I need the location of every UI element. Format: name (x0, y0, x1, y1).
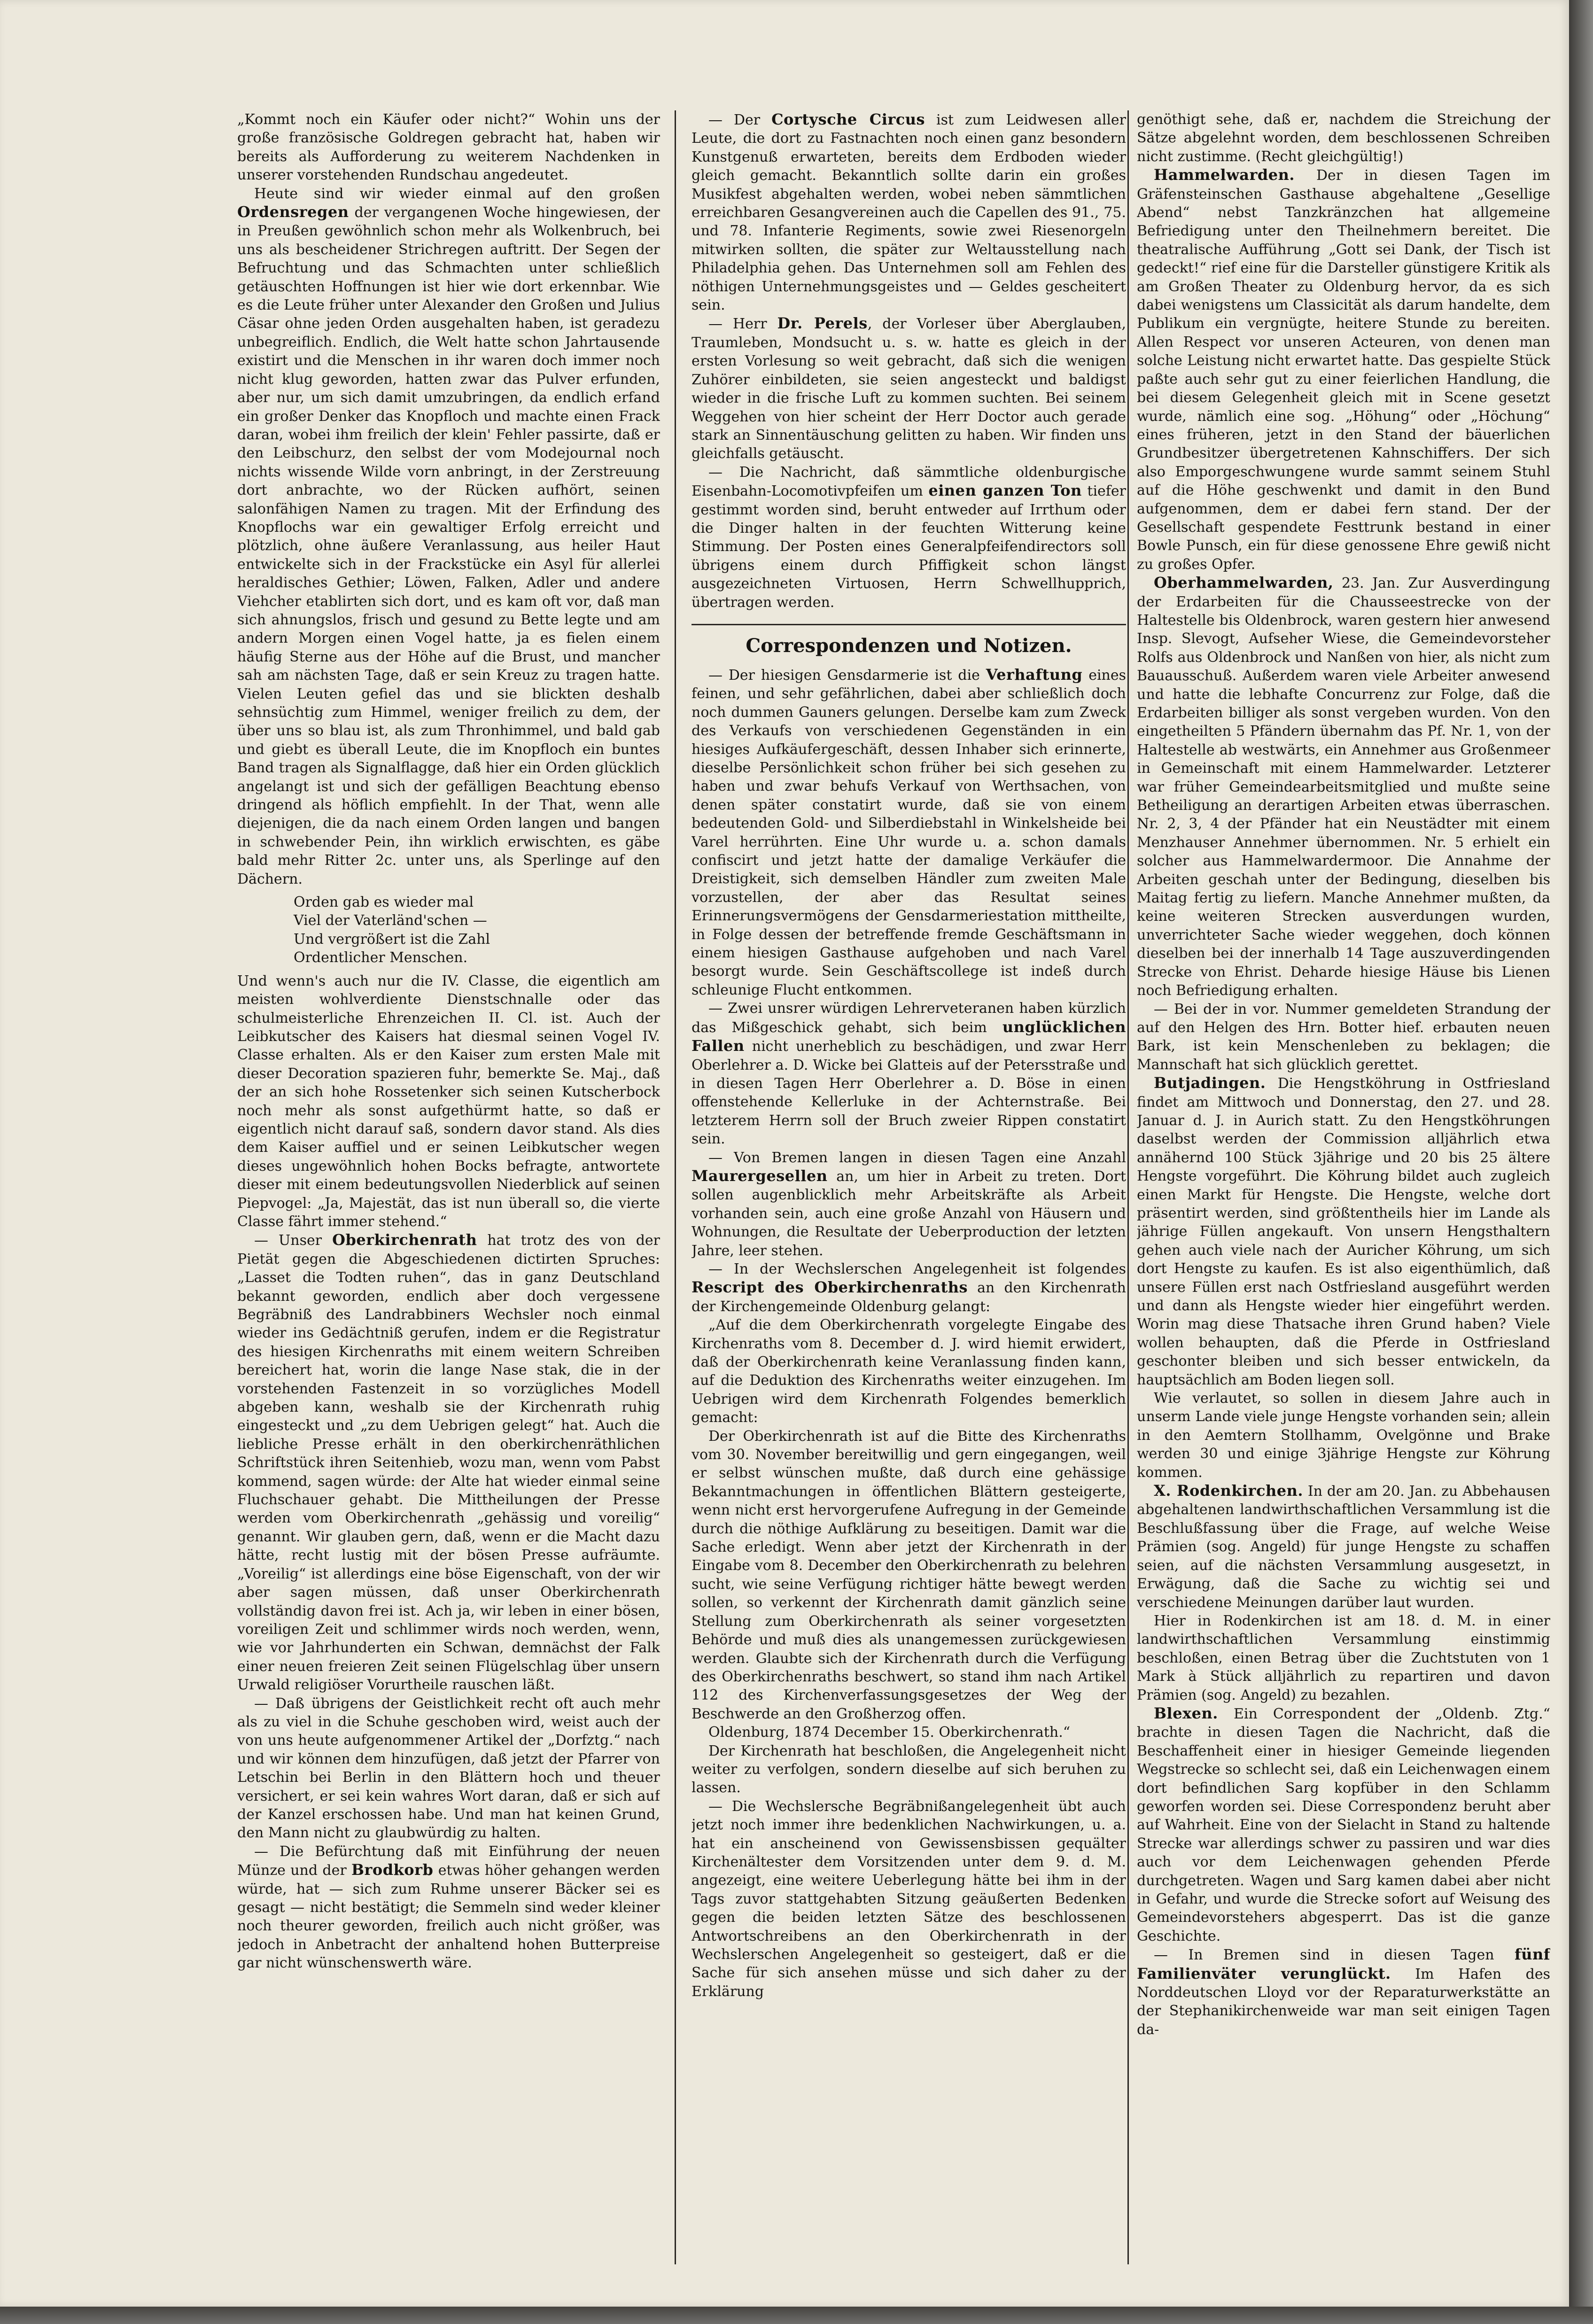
paragraph (1137, 1945, 1550, 2039)
keyword: Ordensregen (237, 203, 349, 221)
text: — Von Bremen langen in diesen Tagen eine Anzahl (708, 1149, 1126, 1166)
poem-line: Orden gab es wieder mal (294, 894, 474, 911)
section-title: Correspondenzen und Notizen. (692, 624, 1126, 657)
paragraph (1137, 1704, 1550, 1945)
column-3 (1137, 110, 1550, 2264)
column-2 (692, 110, 1126, 2264)
text: tiefer gestimmt worden sind, beruht entweder auf Irrthum oder die Dinger halten in der feuchten Witterung keine Stimmung. Der Posten eines Generalpfeifendirectors soll übrigens einem durch Pfiffigkeit schon längst ausgezeichneten Virtuosen, Herrn Schwellhupprich, übertragen werden. (692, 483, 1126, 611)
text: etwas höher gehangen werden würde, hat — sich zum Ruhme unserer Bäcker sei es gesagt — nicht bestätigt; die Semmeln sind weder kleiner noch theurer geworden, freilich auch nicht größer, was jedoch in Anbetracht der anhaltend hohen Butterpreise gar nicht wünschenswerth wäre. (237, 1862, 660, 1972)
poem-line: Und vergrößert ist die Zahl (294, 931, 490, 948)
paragraph (237, 185, 660, 888)
keyword: Maurergesellen (692, 1166, 828, 1185)
text: — In Bremen sind in diesen Tagen (1154, 1947, 1494, 1964)
text: 23. Jan. Zur Ausverdingung der Erdarbeiten für die Chausseestrecke von der Haltestelle bis Oldenbrock, waren gestern hier anwesend Insp. Slevogt, Aufseher Wiese, die Gemeindevorsteher Rolfs aus Oldenbrock und Nanßen von hier, als nicht zum Bauausschuß. Außerdem waren viele Arbeiter anwesend und hatte die lebhafte Concurrenz zur Folge, daß die Erdarbeiten billiger als sonst vergeben wurden. Von den eingetheilten 5 Pfändern übernahm das Pf. Nr. 1, von der Haltestelle ab westwärts, ein Annehmer aus Großenmeer in Gemeinschaft mit einem Hammelwarder. Letzterer war früher Gemeindearbeitsmitglied und mußte seine Betheiligung an derartigen Arbeiten etwas überraschen. Nr. 2, 3, 4 der Pfänder hat ein Neustädter mit einem Menzhauser Annehmer übernommen. Nr. 5 erhielt ein solcher aus Hammelwardermoor. Die Annahme der Arbeiten geschah unter der Bedingung, dieselben bis Maitag fertig zu liefern. Manche Annehmer mußten, da keine weiteren Strecken ausverdungen wurden, unverrichteter Sache wieder weggehen, doch können dieselben bei der innerhalb 14 Tage auszuverdingenden Strecke von Ehrist. Deharde hiesige Häuse bis Lienen noch Befriedigung erhalten. (1137, 575, 1550, 999)
keyword: Cortysche Circus (771, 110, 925, 128)
text: — Die Befürchtung daß mit Einführung der neuen Münze und der (237, 1843, 660, 1879)
paragraph: — Bei der in vor. Nummer gemeldeten Strandung der auf den Helgen des Hrn. Botter hief. erbauten neuen Bark, ist kein Menschenleben zu beklagen; die Mannschaft hat sich glücklich gerettet. (1137, 1001, 1550, 1073)
paragraph (692, 666, 1126, 999)
text: eines feinen, und sehr gefährlichen, dabei aber schließlich doch noch dummen Gauners gelungen. Derselbe kam zum Zweck des Verkaufs von verschiedenen Gegenständen in ein hiesiges Aufkäufergeschäft, dessen Inhaber sich erinnerte, dieselbe Persönlichkeit schon früher bei sich gesehen zu haben und zwar behufs Verkauf von Werthsachen, von denen später constatirt wurde, daß sie von einem bedeutenden Gold- und Silberdiebstahl in Winkelsheide bei Varel herrührten. Eine Uhr wurde u. a. schon damals confiscirt und jetzt hatte der damalige Verkäufer die Dreistigkeit, sich demselben Händler zum zweiten Male vorzustellen, der aber das Resultat seines Erinnerungsvermögens der Gensdarmeriestation mittheilte, in Folge dessen der betreffende fremde Geschäftsmann in einem hiesigen Gasthause aufgehoben und nach Varel besorgt wurde. Sein Geschäftscollege ist indeß durch schleunige Flucht entkommen. (692, 667, 1126, 998)
column-1 (237, 110, 660, 2264)
keyword: Dr. Perels (777, 314, 868, 333)
paragraph (1137, 166, 1550, 574)
text: Der in diesen Tagen im Gräfensteinschen Gasthause abgehaltene „Gesellige Abend“ nebst Tanzkränzchen hat allgemeine Befriedigung unter den Theilnehmern bereitet. Die theatralische Aufführung „Gott sei Dank, der Tisch ist gedeckt!“ rief eine für die Darsteller günstigere Kritik als am Großen Theater zu Oldenburg hervor, da es sich dabei wenigstens um Classicität als darum handelte, dem Publikum ein vergnügte, heitere Stunde zu bereiten. Allen Respect vor unseren Acteuren, von denen man solche Leistung nicht erwartet hatte. Das gespielte Stück paßte auch sehr gut zu einer feierlichen Handlung, die bei diesem Gelegenheit gleich mit in Scene gesetzt wurde, nämlich eine sog. „Höhung“ oder „Höchung“ eines früheren, jetzt in den Stand der bäuerlichen Grundbesitzer übergetretenen Kahnschiffers. Der sich also Emporgeschwungene wurde sammt seinem Stuhl auf die Höhe geschwenkt und damit in den Bund aufgenommen, dem er dabei fern stand. Der der Gesellschaft gespendete Festtrunk bestand in einer Bowle Punsch, ein für diese genossene Ehre gewiß nicht zu großes Opfer. (1137, 167, 1550, 573)
text: Ein Correspondent der „Oldenb. Ztg.“ brachte in diesen Tagen die Nachricht, daß die Beschaffenheit einer in hiesiger Gemeinde liegenden Wegstrecke so schlecht sei, daß ein Leichenwagen einem dort befindlichen Sarg kopfüber in den Schlamm geworfen worden sei. Diese Correspondenz beruht aber auf Wahrheit. Eine von der Sielacht in Stand zu haltende Strecke war allerdings schwer zu passiren und war dies auch vor dem Leichenwagen gehenden Pferde durchgetreten. Wagen und Sarg kamen dabei aber nicht in Gefahr, und wurde die Strecke sofort auf Weisung des Gemeindevorstehers abgesperrt. Das ist die ganze Geschichte. (1137, 1705, 1550, 1944)
paragraph (237, 1842, 660, 1973)
paragraph (692, 463, 1126, 612)
paragraph: genöthigt sehe, daß er, nachdem die Streichung der Sätze abgelehnt worden, dem beschlossenen Schreiben nicht zustimme. (Recht gleichgültig!) (1137, 111, 1550, 165)
paragraph (692, 110, 1126, 314)
text: — Die Nachricht, daß sämmtliche oldenburgische Eisenbahn-Locomotivpfeifen um (692, 464, 1126, 500)
text: — Herr (708, 316, 767, 333)
keyword: Rescript des Oberkirchenraths (692, 1278, 968, 1297)
keyword: Oberhammelwarden, (1154, 574, 1334, 592)
keyword: X. Rodenkirchen. (1154, 1482, 1304, 1500)
text: In der am 20. Jan. zu Abbehausen abgehaltenen landwirthschaftlichen Versammlung ist die Beschlußfassung über die Frage, auf welche Weise Prämien (sog. Angeld) für junge Hengste zu schaffen seien, auf die nächsten Versammlung ausgesetzt, in Erwägung, daß die Sache zu wichtig sei und verschiedene Meinungen darüber laut wurden. (1137, 1483, 1550, 1611)
text: Im Hafen des Norddeutschen Lloyd vor der Reparaturwerkstätte an der Stephanikirchenweide war man seit einigen Tagen da- (1137, 1966, 1550, 2038)
text: — In der Wechslerschen Angelegenheit ist folgendes (708, 1260, 1126, 1277)
text: ist zum Leidwesen aller Leute, die dort zu Fastnachten noch einen ganz besondern Kunstgenuß erwarteten, bereits dem Erdboden wieder gleich gemacht. Bekanntlich sollte darin ein großes Musikfest abgehalten werden, wobei neben sämmtlichen erreichbaren Gesangvereinen auch die Capellen des 91., 75. und 78. Infanterie Regiments, sowie zwei Riesenorgeln mitwirken sollten, die später zur Weltausstellung nach Philadelphia gehen. Das Unternehmen soll am Fehlen des nöthigen Unternehmungsgeistes und — Geldes gescheitert sein. (692, 112, 1126, 314)
keyword: Oberkirchenrath (332, 1231, 477, 1249)
poem (294, 893, 660, 967)
paragraph: Der Oberkirchenrath ist auf die Bitte des Kirchenraths vom 30. November bereitwillig und gern eingegangen, weil er selbst wünschen mußte, daß durch eine gehässige Bekanntmachungen in öffentlichen Blättern gesteigerte, wenn nicht erst hervorgerufene Aufregung in der Gemeinde durch die nöthige Aufklärung zu beseitigen. Damit war die Sache erledigt. Wenn aber jetzt der Kirchenrath in der Eingabe vom 8. December den Oberkirchenrath zu belehren sucht, wie seine Verfügung richtiger hätte bewegt werden sollen, so verkennt der Kirchenrath damit gänzlich seine Stellung zum Oberkirchenrath als seiner vorgesetzten Behörde und muß dies als unangemessen zurückgewiesen werden. Glaubte sich der Kirchenrath durch die Verfügung des Oberkirchenraths beschwert, so stand ihm nach Artikel 112 des Kirchenverfassungsgesetzes der Weg der Beschwerde an den Großherzog offen. (692, 1428, 1126, 1722)
paragraph: Wie verlautet, so sollen in diesem Jahre auch in unserm Lande viele junge Hengste vorhanden sein; allein in den Aemtern Stollhamm, Ovelgönne und Brake werden 30 und einige 3jährige Hengste zur Köhrung kommen. (1137, 1390, 1550, 1481)
text: nicht unerheblich zu beschädigen, und zwar Herr Oberlehrer a. D. Wicke bei Glatteis auf der Petersstraße und in diesen Tagen Herr Oberlehrer a. D. Böse in einen offenstehende Kellerluke in der Achternstraße. Bei letzterem Herrn soll der Bruch zweier Rippen constatirt sein. (692, 1038, 1126, 1148)
keyword: Verhaftung (986, 665, 1083, 684)
text: , der Vorleser über Aberglauben, Traumleben, Mondsucht u. s. w. hatte es gleich in der ersten Vorlesung so weit gebracht, daß sich die wenigen Zuhörer einbildeten, sie seien angesteckt und baldigst wieder in die frische Luft zu kommen suchten. Bei seinem Weggehen von hier scheint der Herr Doctor auch gerade stark an Sinnentäuschung gelitten zu haben. Wir finden uns gleichfalls getäuscht. (692, 316, 1126, 462)
keyword: Brodkorb (351, 1861, 434, 1879)
text: Heute sind wir wieder einmal auf den großen (254, 185, 660, 202)
keyword: Blexen. (1154, 1704, 1218, 1722)
text: — Unser (254, 1232, 322, 1249)
paragraph: Der Kirchenrath hat beschloßen, die Angelegenheit nicht weiter zu verfolgen, sondern dieselbe auf sich beruhen zu lassen. (692, 1742, 1126, 1796)
paragraph (1137, 574, 1550, 1000)
paragraph (692, 1149, 1126, 1260)
keyword: unglücklichen Fallen (692, 1018, 1126, 1055)
keyword: Hammelwarden. (1154, 166, 1295, 184)
paragraph: „Kommt noch ein Käufer oder nicht?“ Wohin uns der große französische Goldregen gebracht hat, haben wir bereits als Aufforderung zu weiterem Nachdenken in unserer vorstehenden Rundschau angedeutet. (237, 111, 660, 184)
dateline: Oldenburg, 1874 December 15. Oberkirchenrath.“ (708, 1724, 1071, 1741)
text: Die Hengstköhrung in Ostfriesland findet am Mittwoch und Donnerstag, den 27. und 28. Januar d. J. in Aurich statt. Zu den Hengstköhrungen daselbst werden der Commission alljährlich etwa annähernd 100 Stück 3jährige und 20 bis 25 ältere Hengste vorgeführt. Die Köhrung bildet auch zugleich einen Markt für Hengste. Die Hengste, welche dort präsentirt werden, sind größtentheils hier im Lande als jährige Füllen angekauft. Von unsern Hengsthaltern gehen auch viele nach der Auricher Köhrung, um sich dort Hengste zu kaufen. Es ist also eigenthümlich, daß unsere Füllen erst nach Ostfriesland ausgeführt werden und dann als Hengste wieder hier eingeführt werden. Worin mag diese Thatsache ihren Grund haben? Viele wollen behaupten, daß die Pferde in Ostfriesland geschonter bleiben und sich besser entwickeln, da hauptsächlich am Boden liegen soll. (1137, 1075, 1550, 1388)
text: an, um hier in Arbeit zu treten. Dort sollen augenblicklich mehr Arbeitskräfte als Arbeit vorhanden sein, auch eine große Anzahl von Häusern und Wohnungen, die Resultate der Ueberproduction der letzten Jahre, leer stehen. (692, 1168, 1126, 1259)
paragraph: — Die Wechslersche Begräbnißangelegenheit übt auch jetzt noch immer ihre bedenklichen Nachwirkungen, u. a. hat ein anscheinend von Gewissensbissen gequälter Kirchenältester dem Vorsitzenden unter dem 9. d. M. angezeigt, eine weitere Ueberlegung hätte bei ihm in der Tags zuvor stattgehabten Sitzung geäußerten Bedenken gegen die beiden letzten Sätze des beschlossenen Antwortschreibens an den Oberkirchenrath in der Wechslerschen Angelegenheit so gesteigert, daß er die Sache für sich ansehen müsse und sich daher zu der Erklärung (692, 1798, 1126, 2000)
text: an den Kirchenrath der Kirchengemeinde Oldenburg gelangt: (692, 1280, 1126, 1315)
paragraph (1137, 1074, 1550, 1389)
paragraph (1137, 1482, 1550, 1612)
text: hat trotz des von der Pietät gegen die Abgeschiedenen dictirten Spruches: „Lasset die Todten ruhen“, das in ganz Deutschland bekannt geworden, endlich aber doch vergessene Begräbniß des Landrabbiners Wechsler noch einmal wieder ins Gedächtniß gerufen, indem er die Registratur des hiesigen Kirchenraths mit einem weitern Schreiben bereichert hat, worin die lange Nase stak, die in der vorstehenden Fastenzeit in so vorzügliches Modell abgeben kann, weshalb sie der Kirchenrath ruhig eingesteckt und „zu dem Uebrigen gelegt“ hat. Auch die liebliche Presse erhält in den oberkirchenräthlichen Schriftstück ihren Seitenhieb, wozu man, wenn vom Pabst kommend, sagen würde: der Alte hat wieder einmal seine Fluchschauer gehabt. Die Mittheilungen der Presse werden vom Oberkirchenrath „gehässig und voreilig“ genannt. Wir glauben gern, daß, wenn er die Macht dazu hätte, recht lustig mit der bösen Presse aufräumte. „Voreilig“ ist allerdings eine böse Eigenschaft, von der wir aber sagen müssen, daß unser Oberkirchenrath vollständig davon frei ist. Ach ja, wir leben in einer bösen, voreiligen Zeit und schlimmer wirds noch werden, wenn, wie vor Jahrhunderten ein Schwan, demnächst der Falk einer neuen freieren Zeit seinen Flügelschlag über unsern Urwald religiöser Vorurtheile rauschen läßt. (237, 1232, 660, 1694)
column-rule-2 (1127, 110, 1129, 2264)
text: der vergangenen Woche hingewiesen, der in Preußen gewöhnlich schon mehr als Wolkenbruch, bei uns als bescheidener Strichregen auftritt. Der Segen der Befruchtung und das Schmachten unter schließlich getäuschten Hoffnungen ist hier wie dort erkennbar. Wie es die Leute früher unter Alexander den Großen und Julius Cäsar ohne jeden Orden ausgehalten haben, ist geradezu unbegreiflich. Endlich, die Welt hatte schon Jahrtausende existirt und die Menschen in ihr waren doch immer noch nicht klug geworden, hatten zwar das Pulver erfunden, aber nur, um sich damit umzubringen, da endlich erfand ein großer Denker das Knopfloch und machte einen Frack daran, wobei ihm freilich der klein' Fehler passirte, daß er den Leibschurz, den selbst der vom Modejournal noch nichts wissende Wilde vorn anbringt, in der Zerstreuung dort anbrachte, wo der Rücken aufhört, seinen salonfähigen Namen zu tragen. Mit der Erfindung des Knopflochs war ein gewaltiger Erfolg erreicht und plötzlich, ohne äußere Veranlassung, aus heiler Haut entwickelte sich in der Frackstücke ein Asyl für allerlei heraldisches Gethier; Löwen, Falken, Adler und andere Viehcher etablirten sich dort, und es kam oft vor, daß man sich ahnungslos, frisch und gesund zu Bette legte und am andern Morgen einen Vogel hatte, ja es fielen einem häufig Sterne aus der Höhe auf die Brust, und mancher sah am nächsten Tage, daß er sein Kreuz zu tragen hatte. Vielen Leuten gefiel das und sie blickten deshalb sehnsüchtig zum Himmel, weniger freilich zu dem, der über uns so blau ist, als zum Thronhimmel, und bald gab und giebt es überall Leute, die im Knopfloch ein buntes Band tragen als Signalflagge, daß hier ein Orden glücklich angelangt ist und sich der gefälligen Beachtung ebenso dringend als höflich empfiehlt. In der That, wenn alle diejenigen, die da nach einem Orden langen und bangen in schwebender Pein, ihn wirklich erwischten, es gäbe bald mehr Ritter 2c. unter uns, als Sperlinge auf den Dächern. (237, 204, 660, 887)
poem-line: Viel der Vaterländ'schen — (294, 912, 487, 929)
paragraph: — Daß übrigens der Geistlichkeit recht oft auch mehr als zu viel in die Schuhe geschoben wird, weist auch der von uns heute aufgenommener Artikel der „Dorfztg.“ nach und wir können dem hinzufügen, daß jetzt der Pfarrer von Letschin bei Berlin in den Blättern hoch und theuer versichert, er sei kein wahres Wort daran, daß er sich auf der Kanzel erschossen habe. Und man hat keinen Grund, den Mann nicht zu glaubwürdig zu halten. (237, 1695, 660, 1842)
paragraph: „Auf die dem Oberkirchenrath vorgelegte Eingabe des Kirchenraths vom 8. December d. J. wird hiemit erwidert, daß der Oberkirchenrath keine Veranlassung finden kann, auf die Deduktion des Kirchenraths weiter einzugehen. Im Uebrigen wird dem Kirchenrath Folgendes bemerklich gemacht: (692, 1317, 1126, 1426)
poem-line: Ordentlicher Menschen. (294, 949, 468, 966)
paragraph: Hier in Rodenkirchen ist am 18. d. M. in einer landwirthschaftlichen Versammlung einstimmig beschloßen, einen Betrag über die Zuchtstuten von 1 Mark à Stück alljährlich zu repartiren und davon Prämien (sog. Angeld) zu bezahlen. (1137, 1612, 1550, 1703)
column-rule-1 (675, 110, 676, 2264)
text: — Zwei unsrer würdigen Lehrerveteranen haben kürzlich das Mißgeschick gehabt, sich beim (692, 1000, 1126, 1036)
keyword: Butjadingen. (1154, 1074, 1266, 1092)
text: — Der (708, 112, 761, 128)
paragraph (692, 1260, 1126, 1316)
keyword: einen ganzen Ton (928, 482, 1082, 500)
text: — Der hiesigen Gensdarmerie ist die (708, 667, 980, 684)
paragraph (692, 314, 1126, 463)
keyword: fünf Familienväter verunglückt. (1137, 1945, 1550, 1982)
page-edge-bottom (0, 2307, 1593, 2324)
paragraph (692, 999, 1126, 1148)
paragraph (237, 1231, 660, 1694)
page-edge-right (1569, 0, 1593, 2324)
paragraph: Und wenn's auch nur die IV. Classe, die eigentlich am meisten wohlverdiente Dienstschnalle oder das schulmeisterliche Ehrenzeichen II. Cl. ist. Auch der Leibkutscher des Kaisers hat diesmal seinen Vogel IV. Classe erhalten. Als er den Kaiser zum ersten Male mit dieser Decoration spazieren fuhr, bemerkte Se. Maj., daß der an sich hohe Rossetenker sich seinen Kutscherbock noch mehr als sonst aufgethürmt hatte, so daß er eigentlich nicht darauf saß, sondern davor stand. Als dies dem Kaiser auffiel und er seinen Leibkutscher wegen dieses ungewöhnlich hohen Bocks befragte, antwortete dieser mit einem bedeutungsvollen Niederblick auf seinen Piepvogel: „Ja, Majestät, das ist nun überall so, die vierte Classe fährt immer stehend.“ (237, 972, 660, 1230)
